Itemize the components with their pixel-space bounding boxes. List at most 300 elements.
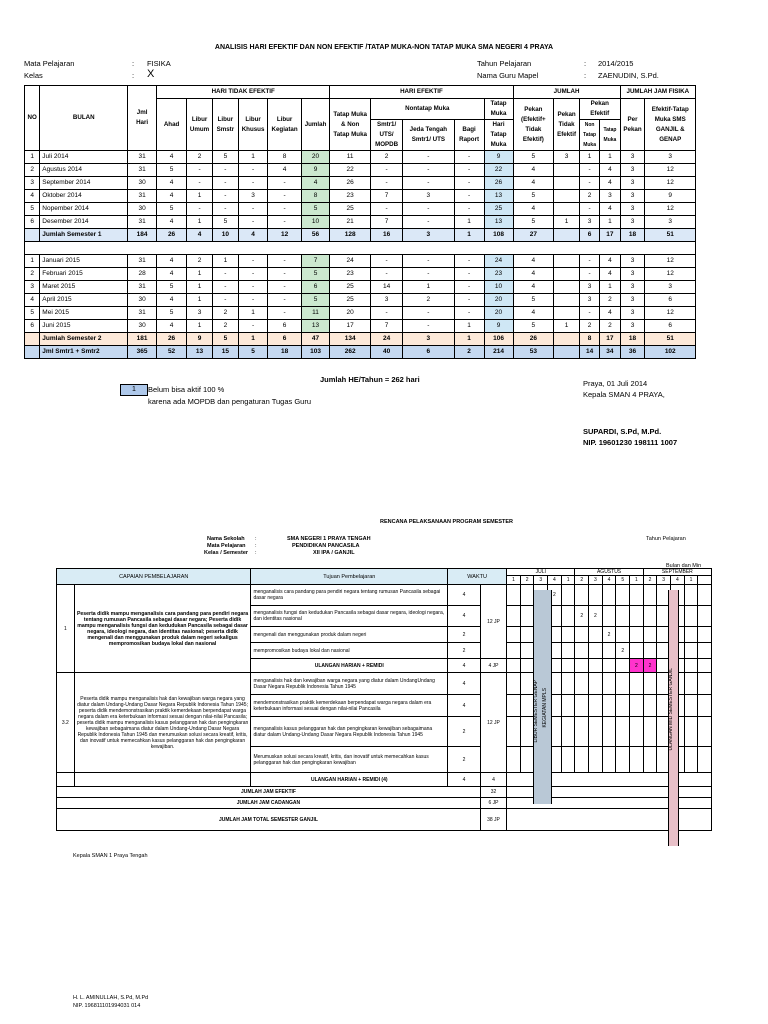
month-row-cell: 4 <box>301 177 330 190</box>
month-row-cell: 1 <box>579 151 599 164</box>
grand-total-row <box>25 346 696 359</box>
month-row-cell: 3 <box>579 281 599 294</box>
jam-efektif-v: 32 <box>480 787 506 798</box>
grand-total-row-cell: 52 <box>157 346 187 359</box>
month-row-cell: 3 <box>187 307 213 320</box>
month-row-cell: 6 <box>25 216 40 229</box>
semester1-total-row-cell: 18 <box>620 229 645 242</box>
semester2-total-row-cell: 3 <box>403 333 454 346</box>
month-row-cell: 26 <box>330 177 371 190</box>
month-row-cell: 3 <box>645 281 696 294</box>
month-row-cell: 4 <box>513 255 554 268</box>
month-row-cell: - <box>268 268 301 281</box>
legend-text: Belum bisa aktif 100 % <box>148 385 225 394</box>
month-row <box>25 307 696 320</box>
month-row-cell: 28 <box>128 268 157 281</box>
month-row-cell: 2 <box>213 320 239 333</box>
month-row-cell: 4 <box>600 203 620 216</box>
month-row-cell: 12 <box>645 255 696 268</box>
month-row-cell: 12 <box>645 177 696 190</box>
semester2-total-row-cell <box>554 333 580 346</box>
month-row-cell: 2 <box>600 294 620 307</box>
month-row-cell: - <box>238 255 268 268</box>
semester2-total-row-cell: 26 <box>513 333 554 346</box>
semester1-total-row-cell: 16 <box>371 229 403 242</box>
tahun-label: Tahun Pelajaran <box>477 59 532 68</box>
semester1-total-row <box>25 229 696 242</box>
week-number: 1 <box>684 576 698 585</box>
semester2-total-row-cell: 26 <box>157 333 187 346</box>
month-row-cell: 3 <box>620 255 645 268</box>
month-row-cell: - <box>454 307 484 320</box>
month-row-cell <box>554 307 580 320</box>
month-row-cell <box>554 281 580 294</box>
kelas-value2: XII IPA / GANJIL <box>313 550 355 556</box>
month-row-cell: Juni 2015 <box>40 320 128 333</box>
th-jumlah: JUMLAH <box>513 86 620 99</box>
month-row-cell: 1 <box>25 151 40 164</box>
week-number: 3 <box>534 576 548 585</box>
ulangan2-jp: 4 <box>448 773 481 787</box>
month-row-cell: 1 <box>454 320 484 333</box>
month-row-cell: 3 <box>620 164 645 177</box>
semester2-total-row <box>25 333 696 346</box>
mapel-value2: PENDIDIKAN PANCASILA <box>292 543 360 549</box>
month-row-cell: 3 <box>620 281 645 294</box>
semester2-total-row-cell: 134 <box>330 333 371 346</box>
month-row-cell: 6 <box>645 294 696 307</box>
semester1-total-row-cell: 56 <box>301 229 330 242</box>
month-row-cell: - <box>454 268 484 281</box>
month-row-cell: 3 <box>579 294 599 307</box>
month-row-cell: - <box>371 203 403 216</box>
tp1-2: mengenali dan menggunakan produk dalam negeri <box>251 627 448 643</box>
week-number: 1 <box>561 576 575 585</box>
colon: : <box>132 59 135 68</box>
week-number: 4 <box>548 576 562 585</box>
month-row <box>25 190 696 203</box>
month-row-cell: 12 <box>645 203 696 216</box>
month-row-cell: - <box>213 203 239 216</box>
tp2-2-jp: 2 <box>448 717 481 747</box>
week-number: 1 <box>507 576 521 585</box>
month-row-cell: 4 <box>157 190 187 203</box>
jam-efektif: JUMLAH JAM EFEKTIF <box>57 787 481 798</box>
month-row <box>25 268 696 281</box>
month-row-cell: 1 <box>187 320 213 333</box>
month-juli: JULI <box>507 569 575 576</box>
tp1-3: mempromosikan budaya lokal dan nasional <box>251 643 448 659</box>
month-row-cell: 7 <box>371 320 403 333</box>
month-row-cell: - <box>213 268 239 281</box>
grand-total-row-cell: 40 <box>371 346 403 359</box>
month-row-cell: 2 <box>579 190 599 203</box>
cp2-text: Peserta didik mampu menganalisis hak dan kewajiban warga negara yang diatur dalam Undang-Undang Dasar Negara Republik Indonesia Tahun 1945; peserta didik mendemonstrasikan praktik kemerdekaan berpendapat warga negara dalam era keterbukaan informasi sesuai dengan nilai-nilai Pancasila; peserta didik mampu menganalisis kasus pelanggaran hak dan pengingkaran kewajiban sebagaimana diatur dalam Undang-Undang Dasar Negara Republik Indonesia Tahun 1945 dan merumuskan solusi secara kreatif, kritis, dan inovatif untuk memecahkan kasus pelanggaran hak dan pengingkaran kewajiban. <box>74 673 251 773</box>
semester1-total-row-cell: 4 <box>187 229 213 242</box>
month-row-cell: 4 <box>513 307 554 320</box>
program-table: CAPAIAN PEMBELAJARAN Tujuan Pembelajaran WAKTU JULI AGUSTUS SEPTEMBER 1 2 3 4 1 2 3 4 5 1 2 3 4 1 1 Peserta didik mampu menganalisis cara pandang para pendiri negara tentang rumusan Pancasila sebagai dasar negara; Peserta didik mampu menganalisis fungsi dan kedudukan Pancasila sebagai dasar negara, ideologi negara, dan identitas nasional; peserta didik mengenali dan menggunakan produk dalam negeri sekaligus mempromosikan budaya lokal dan nasional menganalisis cara pandang para pendiri negara tentang rumusan Pancasila sebagai dasar negara 4 12 JP 2 menganalisis fungsi dan kedudukan Pancasila sebagai dasar negara, ideologi negara, dan identitas nasional 4 2 2 mengenali dan menggunakan produk dalam negeri 2 2 mempromosikan budaya lokal dan nasional 2 2 ULANGAN HARIAN + REMIDI 4 4 JP 2 2 3.2 Peserta didik mampu menganalisis hak dan kewajiban warga negara yang diatur dalam Undang-Undang Dasar Negara Republik Indonesia Tahun 1945; peserta didik mendemonstrasikan praktik kemerdekaan berpendapat warga negara dalam era keterbukaan informasi sesuai dengan nilai-nilai Pancasila; peserta didik mampu menganalisis kasus pelanggaran hak dan pengingkaran kewajiban sebagaimana diatur dalam Undang-Undang Dasar Negara Republik Indonesia Tahun 1945 dan merumuskan solusi secara kreatif, kritis, dan inovatif untuk memecahkan kasus pelanggaran hak dan pengingkaran kewajiban. menganalisis hak dan kewajiban warga negara yang diatur dalam UndangUndang Dasar Negara Republik Indonesia Tahun 1945 4 12 JP mendemonstrasikan praktik kemerdekaan berpendapat warga negara dalam era keterbukaan informasi sesuai dengan nilai-nilai Pancasila 4 menganalisis kasus pelanggaran hak dan pengingkaran kewajiban sebagaimana diatur dalam Undang-Undang Dasar Negara Republik Indonesia Tahun 1945 2 Merumuskan solusi secara kreatif, kritis, dan inovatif untuk memecahkan kasus pelanggaran hak dan pengingkaran kewajiban 2 ULANGAN HARIAN + REMIDI (4) 4 4 JUMLAH JAM EFEKTIF 32 JUMLAH JAM CADANGAN 6 JP JUMLAH JAM TOTAL SEMESTER GANJIL 38 JP <box>56 568 712 831</box>
th-jumlah-jam-fisika: JUMLAH JAM FISIKA <box>620 86 695 99</box>
tahun-value: 2014/2015 <box>598 59 634 68</box>
th-non-tatap-muka: Non Tatap Muka <box>579 120 599 151</box>
month-row <box>25 216 696 229</box>
week-number: 1 <box>630 576 644 585</box>
place-date: Praya, 01 Juli 2014 <box>583 379 648 388</box>
tp1-1: menganalisis fungsi dan kedudukan Pancasila sebagai dasar negara, ideologi negara, dan identitas nasional <box>251 606 448 627</box>
month-row-cell: 3 <box>371 294 403 307</box>
month-row-cell: 4 <box>157 177 187 190</box>
month-row-cell: 1 <box>554 216 580 229</box>
week-number: 3 <box>589 576 603 585</box>
semester1-total-row-cell: 26 <box>157 229 187 242</box>
month-row <box>25 164 696 177</box>
month-row-cell: 5 <box>513 294 554 307</box>
th-no: NO <box>25 86 40 151</box>
month-row-cell: - <box>213 177 239 190</box>
mapel-label: Mata Pelajaran <box>24 59 75 68</box>
th-hari-tidak-efektif: HARI TIDAK EFEKTIF <box>157 86 330 99</box>
month-row-cell: 4 <box>600 255 620 268</box>
sekolah-label: Nama Sekolah <box>207 536 245 542</box>
colon: : <box>255 543 257 549</box>
month-row-cell: - <box>579 164 599 177</box>
semester2-total-row-cell: 181 <box>128 333 157 346</box>
month-row-cell: 3 <box>645 216 696 229</box>
cp1-no: 1 <box>57 585 75 673</box>
th-pekan-efektif: Pekan Efektif <box>579 99 620 120</box>
sekolah-value: SMA NEGERI 1 PRAYA TENGAH <box>287 536 371 542</box>
month-row-cell: September 2014 <box>40 177 128 190</box>
semester2-total-row-cell: 106 <box>484 333 513 346</box>
month-row-cell: 5 <box>513 151 554 164</box>
month-row-cell: 4 <box>600 164 620 177</box>
semester2-total-row-cell: 17 <box>600 333 620 346</box>
month-row-cell: 22 <box>330 164 371 177</box>
month-row-cell: - <box>454 177 484 190</box>
month-row-cell: 1 <box>187 216 213 229</box>
month-row-cell: - <box>403 255 454 268</box>
grand-total-row-cell: 6 <box>403 346 454 359</box>
legend-swatch: 1 <box>120 384 148 396</box>
month-row-cell: 13 <box>484 190 513 203</box>
ulangan2-waktu: 4 <box>480 773 506 787</box>
month-row-cell: - <box>371 164 403 177</box>
month-row-cell: 4 <box>157 294 187 307</box>
month-row-cell: April 2015 <box>40 294 128 307</box>
month-row-cell: 23 <box>484 268 513 281</box>
semester1-total-row-cell <box>554 229 580 242</box>
month-row-cell: Mei 2015 <box>40 307 128 320</box>
signer-nip: NIP. 19601230 198111 1007 <box>583 438 678 447</box>
semester2-total-row-cell: 6 <box>268 333 301 346</box>
month-row-cell: - <box>371 307 403 320</box>
month-row-cell: 20 <box>330 307 371 320</box>
month-row-cell: 4 <box>513 177 554 190</box>
month-row-cell <box>554 190 580 203</box>
colon: : <box>132 71 135 80</box>
jam-total: JUMLAH JAM TOTAL SEMESTER GANJIL <box>57 809 481 831</box>
month-row-cell: - <box>213 281 239 294</box>
semester2-total-row-cell: Jumlah Semester 2 <box>40 333 128 346</box>
th-pekan-tidak-efektif: Pekan Tidak Efektif <box>554 99 580 151</box>
doc-title: ANALISIS HARI EFEKTIF DAN NON EFEKTIF /TATAP MUKA-NON TATAP MUKA SMA NEGERI 4 PRAYA <box>214 44 554 51</box>
month-row-cell: - <box>579 255 599 268</box>
month-row-cell: 30 <box>128 177 157 190</box>
tp2-1-jp: 4 <box>448 695 481 717</box>
month-row-cell: 7 <box>301 255 330 268</box>
month-row-cell: 2 <box>25 268 40 281</box>
month-row-cell: - <box>579 307 599 320</box>
kelas-label2: Kelas / Semester <box>204 550 249 556</box>
semester1-total-row-cell: Jumlah Semester 1 <box>40 229 128 242</box>
semester1-total-row-cell <box>25 229 40 242</box>
th-efektif-tatap: Efektif-Tatap Muka SMS GANJIL & GENAP <box>645 99 696 151</box>
month-row-cell: 4 <box>25 294 40 307</box>
month-row-cell: - <box>268 190 301 203</box>
grand-total-row-cell: Jml Smtr1 + Smtr2 <box>40 346 128 359</box>
month-row-cell: - <box>238 177 268 190</box>
month-row-cell: - <box>213 164 239 177</box>
month-row <box>25 203 696 216</box>
semester2-total-row-cell: 1 <box>238 333 268 346</box>
grand-total-row-cell: 214 <box>484 346 513 359</box>
week-number: 3 <box>657 576 671 585</box>
grand-total-row-cell: 36 <box>620 346 645 359</box>
th-bagi-raport: Bagi Raport <box>454 120 484 151</box>
month-row-cell: 9 <box>645 190 696 203</box>
tp1-1-jp: 4 <box>448 606 481 627</box>
month-row-cell: - <box>213 190 239 203</box>
month-row-cell: 20 <box>301 151 330 164</box>
month-row-cell: 3 <box>620 294 645 307</box>
month-row-cell: - <box>371 177 403 190</box>
jam-cadangan: JUMLAH JAM CADANGAN <box>57 798 481 809</box>
month-row-cell: 4 <box>157 268 187 281</box>
month-row <box>25 151 696 164</box>
prog-kepala: Kepala SMAN 1 Praya Tengah <box>73 853 148 859</box>
semester1-total-row-cell: 17 <box>600 229 620 242</box>
ulangan1-waktu: 4 JP <box>480 659 506 673</box>
month-row-cell: 5 <box>157 203 187 216</box>
grand-total-row-cell: 18 <box>268 346 301 359</box>
month-row-cell: 7 <box>371 190 403 203</box>
th-jml-hari: Jml Hari <box>128 86 157 151</box>
tp2-3-jp: 2 <box>448 747 481 773</box>
month-row-cell: 6 <box>301 281 330 294</box>
month-row-cell: 7 <box>371 216 403 229</box>
month-row-cell: 4 <box>513 281 554 294</box>
tp2-0-jp: 4 <box>448 673 481 695</box>
month-row-cell: - <box>454 255 484 268</box>
month-row-cell: 1 <box>554 320 580 333</box>
month-row-cell: 9 <box>484 320 513 333</box>
month-row-cell: 1 <box>187 190 213 203</box>
month-row-cell: 3 <box>238 190 268 203</box>
th-ahad: Ahad <box>157 99 187 151</box>
tp1-0: menganalisis cara pandang para pendiri negara tentang rumusan Pancasila sebagai dasar negara <box>251 585 448 606</box>
month-row-cell <box>554 268 580 281</box>
month-row <box>25 320 696 333</box>
month-row-cell: - <box>371 255 403 268</box>
tp2-1: mendemonstrasikan praktik kemerdekaan berpendapat warga negara dalam era keterbukaan informasi sesuai dengan nilai-nilai Pancasila <box>251 695 448 717</box>
prog-title: RENCANA PELAKSANAAN PROGRAM SEMESTER <box>380 519 514 525</box>
month-row-cell: 25 <box>330 203 371 216</box>
ulangan2: ULANGAN HARIAN + REMIDI (4) <box>251 773 448 787</box>
mapel-label2: Mata Pelajaran <box>207 543 246 549</box>
th-waktu: WAKTU <box>448 569 507 585</box>
kelas-value: X <box>147 68 155 80</box>
month-row-cell: 31 <box>128 216 157 229</box>
semester1-total-row-cell: 128 <box>330 229 371 242</box>
grand-total-row-cell: 15 <box>213 346 239 359</box>
month-row-cell: 4 <box>513 268 554 281</box>
month-row-cell: - <box>454 294 484 307</box>
month-row-cell: 21 <box>330 216 371 229</box>
waktu2: 12 JP <box>480 673 506 773</box>
month-row-cell: 3 <box>645 151 696 164</box>
band-mid-text: ULANGAN MID SEMESTER GANJIL <box>668 668 674 751</box>
th-tujuan: Tujuan Pembelajaran <box>251 569 448 585</box>
month-row-cell: - <box>268 255 301 268</box>
month-row-cell: 2 <box>579 320 599 333</box>
colon: : <box>584 71 587 80</box>
semester2-total-row-cell <box>25 333 40 346</box>
grand-total-row-cell: 2 <box>454 346 484 359</box>
month-row-cell: 3 <box>620 151 645 164</box>
month-row-cell: 5 <box>213 216 239 229</box>
month-row-cell: 3 <box>620 307 645 320</box>
month-row-cell: 12 <box>645 268 696 281</box>
semester2-total-row-cell: 1 <box>454 333 484 346</box>
month-row-cell: 1 <box>238 307 268 320</box>
cp1-text: Peserta didik mampu menganalisis cara pandang para pendiri negara tentang rumusan Pancasila sebagai dasar negara; Peserta didik mampu menganalisis fungsi dan kedudukan Pancasila sebagai dasar negara, ideologi negara, dan identitas nasional; peserta didik mengenali dan menggunakan produk dalam negeri sekaligus mempromosikan budaya lokal dan nasional <box>74 585 251 673</box>
month-row-cell: Juli 2014 <box>40 151 128 164</box>
week-number: 4 <box>602 576 616 585</box>
grand-total-row-cell: 365 <box>128 346 157 359</box>
tp1-2-jp: 2 <box>448 627 481 643</box>
month-row-cell: Februari 2015 <box>40 268 128 281</box>
month-row-cell: - <box>403 307 454 320</box>
month-row-cell: 30 <box>128 203 157 216</box>
month-row-cell: 11 <box>301 307 330 320</box>
month-row-cell: 31 <box>128 255 157 268</box>
month-row-cell: - <box>268 177 301 190</box>
guru-value: ZAENUDIN, S.Pd. <box>598 71 659 80</box>
month-row-cell: - <box>187 203 213 216</box>
kepala-title: Kepala SMAN 4 PRAYA, <box>583 390 665 399</box>
month-row-cell: 3 <box>620 320 645 333</box>
month-row-cell: 31 <box>128 164 157 177</box>
semester1-total-row-cell: 184 <box>128 229 157 242</box>
month-row-cell: 14 <box>371 281 403 294</box>
month-row-cell: Maret 2015 <box>40 281 128 294</box>
month-row-cell: 11 <box>330 151 371 164</box>
month-row-cell: - <box>187 177 213 190</box>
tp2-3: Merumuskan solusi secara kreatif, kritis, dan inovatif untuk memecahkan kasus pelanggaran hak dan pengingkaran kewajiban <box>251 747 448 773</box>
semester2-total-row-cell: 47 <box>301 333 330 346</box>
month-row-cell: Nopember 2014 <box>40 203 128 216</box>
month-row-cell: 2 <box>187 151 213 164</box>
month-row-cell: 6 <box>268 320 301 333</box>
grand-total-row-cell: 5 <box>238 346 268 359</box>
grand-total-row-cell: 13 <box>187 346 213 359</box>
month-row-cell: - <box>403 203 454 216</box>
semester1-total-row-cell: 4 <box>238 229 268 242</box>
month-row-cell: - <box>268 294 301 307</box>
prog-signer: H. L. AMINULLAH, S.Pd, M.Pd <box>73 995 149 1001</box>
month-row-cell: - <box>403 268 454 281</box>
semester1-total-row-cell: 6 <box>579 229 599 242</box>
month-row-cell: 3 <box>620 177 645 190</box>
semester2-total-row-cell: 8 <box>579 333 599 346</box>
colon: : <box>584 59 587 68</box>
semester1-total-row-cell: 3 <box>403 229 454 242</box>
month-row-cell: - <box>454 164 484 177</box>
semester2-total-row-cell: 24 <box>371 333 403 346</box>
month-row-cell: 4 <box>157 216 187 229</box>
month-row-cell <box>554 294 580 307</box>
month-row <box>25 255 696 268</box>
th-jumlah-hte: Jumlah <box>301 99 330 151</box>
month-row-cell: 26 <box>484 177 513 190</box>
month-row-cell: 10 <box>484 281 513 294</box>
month-row-cell: 2 <box>25 164 40 177</box>
month-row-cell: 1 <box>403 281 454 294</box>
month-row-cell: 9 <box>484 151 513 164</box>
month-row-cell: - <box>454 281 484 294</box>
month-row-cell: 4 <box>600 268 620 281</box>
month-row-cell: 1 <box>238 151 268 164</box>
month-september: SEPTEMBER <box>643 569 711 576</box>
month-row-cell: - <box>454 203 484 216</box>
th-capaian: CAPAIAN PEMBELAJARAN <box>57 569 251 585</box>
grand-total-row-cell: 14 <box>579 346 599 359</box>
cp2-no: 3.2 <box>57 673 75 773</box>
semester1-total-row-cell: 108 <box>484 229 513 242</box>
week-number: 5 <box>616 576 630 585</box>
month-row-cell: 2 <box>187 255 213 268</box>
grand-total-row-cell: 103 <box>301 346 330 359</box>
semester1-total-row-cell: 10 <box>213 229 239 242</box>
month-row-cell: 2 <box>213 307 239 320</box>
th-libur-kegiatan: Libur Kegiatan <box>268 99 301 151</box>
month-row-cell: 5 <box>513 190 554 203</box>
tp2-0: menganalisis hak dan kewajiban warga negara yang diatur dalam UndangUndang Dasar Negara Republik Indonesia Tahun 1945 <box>251 673 448 695</box>
month-row-cell: - <box>268 203 301 216</box>
month-row-cell: 4 <box>513 203 554 216</box>
grand-total-row-cell: 262 <box>330 346 371 359</box>
month-row-cell: 20 <box>484 307 513 320</box>
month-row-cell: - <box>403 320 454 333</box>
he-tahun: Jumlah HE/Tahun = 262 hari <box>320 375 420 384</box>
grand-total-row-cell <box>25 346 40 359</box>
th-libur-umum: Libur Umum <box>187 99 213 151</box>
month-row-cell: Agustus 2014 <box>40 164 128 177</box>
month-row-cell: 1 <box>600 216 620 229</box>
th-tatap-muka2: Tatap Muka <box>600 120 620 151</box>
th-tatap-nontatap: Tatap Muka & Non Tatap Muka <box>330 99 371 151</box>
band-mpls-text: KEGIATAN MPLS <box>542 688 548 728</box>
jam-cadangan-v: 6 JP <box>480 798 506 809</box>
month-row-cell: - <box>213 294 239 307</box>
month-row-cell: 24 <box>484 255 513 268</box>
month-row-cell: 5 <box>157 164 187 177</box>
th-pekan-efektif-tidak: Pekan (Efektif+ Tidak Efektif) <box>513 99 554 151</box>
month-row-cell: 1 <box>600 151 620 164</box>
mapel-value: FISIKA <box>147 59 171 68</box>
month-row-cell: - <box>403 164 454 177</box>
month-row-cell: 2 <box>600 320 620 333</box>
